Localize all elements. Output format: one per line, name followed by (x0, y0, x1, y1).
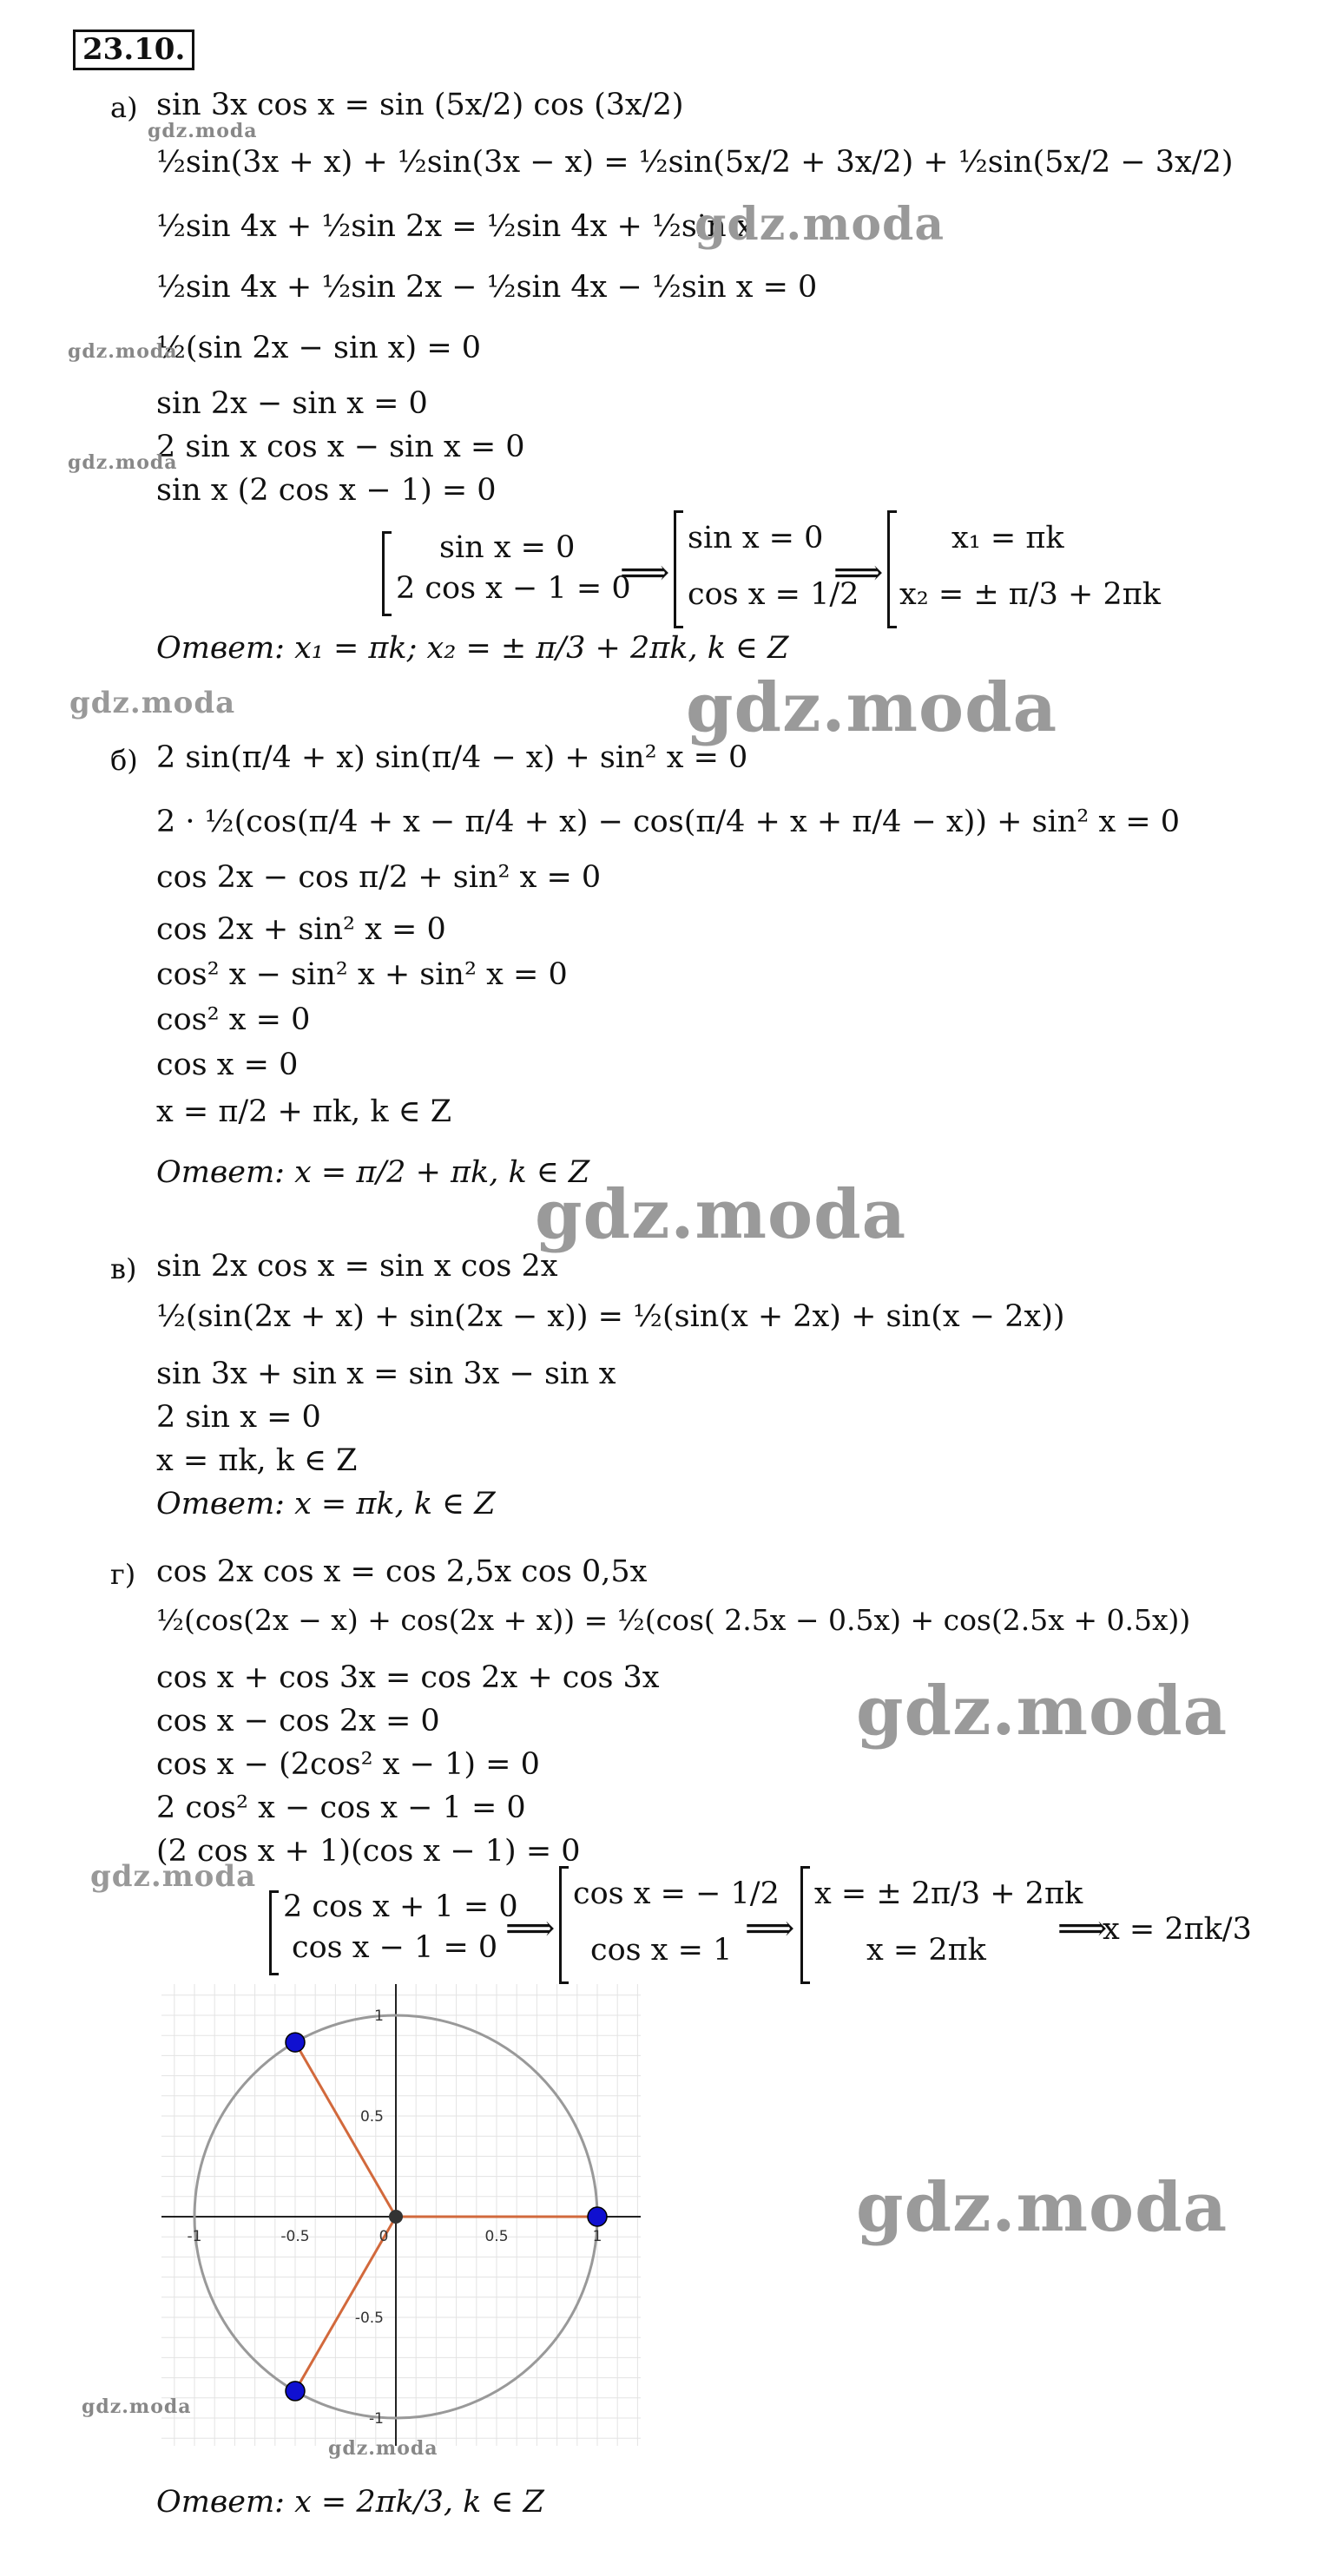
data-point (286, 2382, 305, 2401)
equation-line: 2 sin(π/4 + x) sin(π/4 − x) + sin² x = 0 (156, 740, 748, 775)
equation-line: (2 cos x + 1)(cos x − 1) = 0 (156, 1834, 581, 1869)
part-v-label: в) (110, 1252, 137, 1285)
watermark: gdz.moda (328, 2437, 438, 2460)
equation-line: cos x = 0 (156, 1048, 299, 1082)
part-g-label: г) (110, 1558, 136, 1591)
equation-line: 2 · ½(cos(π/4 + x − π/4 + x) − cos(π/4 + x + π/4 − x)) + sin² x = 0 (156, 805, 1181, 839)
watermark: gdz.moda (535, 1175, 907, 1254)
system-eq: 2 cos x − 1 = 0 (396, 571, 631, 607)
data-point (588, 2207, 607, 2226)
equation-line: cos x − cos 2x = 0 (156, 1704, 440, 1738)
x-tick-label: 0.5 (484, 2228, 509, 2245)
equation-line: sin 2x − sin x = 0 (156, 386, 428, 421)
system-eq: x = 2πk (866, 1932, 986, 1968)
equation-line: sin 3x + sin x = sin 3x − sin x (156, 1357, 616, 1391)
ray (295, 2042, 396, 2217)
implies-arrow: ⟹ (1057, 1909, 1108, 1948)
system-block (396, 528, 631, 610)
equation-line: ½sin 4x + ½sin 2x = ½sin 4x + ½sin x (156, 209, 754, 244)
system-eq: cos x − 1 = 0 (292, 1930, 498, 1966)
equation-line: sin 3x cos x = sin (5x/2) cos (3x/2) (156, 88, 684, 122)
x-tick-label: -0.5 (280, 2228, 310, 2245)
equation-line: cos² x = 0 (156, 1002, 311, 1037)
implies-arrow: ⟹ (620, 553, 670, 593)
equation-line: cos 2x + sin² x = 0 (156, 912, 446, 947)
equation-line: sin 2x cos x = sin x cos 2x (156, 1249, 558, 1284)
equation-line: cos² x − sin² x + sin² x = 0 (156, 957, 568, 992)
equation-line: cos 2x cos x = cos 2,5x cos 0,5x (156, 1554, 648, 1589)
equation-line: x = π/2 + πk, k ∈ Z (156, 1094, 452, 1129)
watermark: gdz.moda (856, 1672, 1228, 1751)
system-block (283, 1887, 518, 1969)
equation-line: ½sin 4x + ½sin 2x − ½sin 4x − ½sin x = 0 (156, 270, 818, 305)
system-eq: x₁ = πk (951, 521, 1064, 555)
equation-line: cos 2x − cos π/2 + sin² x = 0 (156, 860, 602, 895)
watermark: gdz.moda (695, 198, 945, 251)
system-bracket (269, 1890, 279, 1975)
system-bracket (887, 510, 897, 628)
watermark: gdz.moda (90, 1859, 257, 1894)
system-eq: cos x = 1 (590, 1932, 733, 1968)
watermark: gdz.moda (69, 686, 236, 720)
equation-line: sin x (2 cos x − 1) = 0 (156, 473, 497, 508)
system-eq: cos x = − 1/2 (573, 1876, 780, 1911)
problem-number: 23.10. (73, 30, 194, 70)
unit-circle-chart (158, 1981, 644, 2449)
equation-line: ½(sin(2x + x) + sin(2x − x)) = ½(sin(x + 2x) + sin(x − 2x)) (156, 1299, 1065, 1334)
x-tick-label: -1 (187, 2228, 202, 2245)
system-bracket (800, 1866, 810, 1984)
implies-arrow: ⟹ (745, 1909, 795, 1948)
system-block (814, 1866, 1083, 1979)
y-tick-label: -1 (369, 2410, 384, 2428)
system-bracket (674, 510, 683, 628)
equation-line: 2 sin x = 0 (156, 1400, 321, 1435)
watermark: gdz.moda (856, 2168, 1228, 2247)
part-b-label: б) (110, 744, 138, 777)
equation-line: cos x + cos 3x = cos 2x + cos 3x (156, 1660, 660, 1695)
equation-line: ½sin(3x + x) + ½sin(3x − x) = ½sin(5x/2 + 3x/2) + ½sin(5x/2 − 3x/2) (156, 145, 1234, 180)
data-point (286, 2033, 305, 2052)
equation-line: cos x − (2cos² x − 1) = 0 (156, 1747, 540, 1782)
system-block (899, 510, 1161, 623)
equation-line: ½(cos(2x − x) + cos(2x + x)) = ½(cos( 2.5x − 0.5x) + cos(2.5x + 0.5x)) (156, 1603, 1191, 1637)
watermark: gdz.moda (686, 668, 1058, 747)
implies-arrow: ⟹ (505, 1909, 556, 1948)
origin-point (389, 2210, 403, 2224)
system-result: x = 2πk/3 (1103, 1912, 1252, 1947)
y-tick-label: 1 (374, 2008, 384, 2025)
system-bracket (382, 531, 392, 616)
watermark: gdz.moda (82, 2395, 192, 2418)
part-a-label: а) (110, 91, 138, 124)
system-eq: sin x = 0 (439, 530, 576, 565)
watermark: gdz.moda (68, 340, 178, 363)
x-tick-label: 0 (379, 2228, 389, 2245)
equation-line: 2 sin x cos x − sin x = 0 (156, 430, 525, 464)
equation-line: 2 cos² x − cos x − 1 = 0 (156, 1791, 526, 1825)
system-eq: cos x = 1/2 (688, 576, 859, 612)
y-tick-label: -0.5 (354, 2310, 384, 2327)
answer-b: Ответ: x = π/2 + πk, k ∈ Z (156, 1155, 590, 1190)
system-eq: x = ± 2π/3 + 2πk (814, 1876, 1083, 1911)
system-eq: 2 cos x + 1 = 0 (283, 1889, 518, 1924)
system-eq: sin x = 0 (688, 521, 824, 555)
watermark: gdz.moda (68, 451, 178, 474)
equation-line: ½(sin 2x − sin x) = 0 (156, 331, 482, 365)
answer-v: Ответ: x = πk, k ∈ Z (156, 1487, 496, 1521)
equation-line: x = πk, k ∈ Z (156, 1443, 358, 1478)
x-tick-label: 1 (592, 2228, 602, 2245)
y-tick-label: 0.5 (359, 2108, 384, 2126)
watermark: gdz.moda (148, 120, 258, 142)
answer-a: Ответ: x₁ = πk; x₂ = ± π/3 + 2πk, k ∈ Z (156, 631, 789, 666)
system-eq: x₂ = ± π/3 + 2πk (899, 576, 1161, 612)
system-bracket (559, 1866, 569, 1984)
answer-g: Ответ: x = 2πk/3, k ∈ Z (156, 2485, 544, 2520)
implies-arrow: ⟹ (833, 553, 884, 593)
